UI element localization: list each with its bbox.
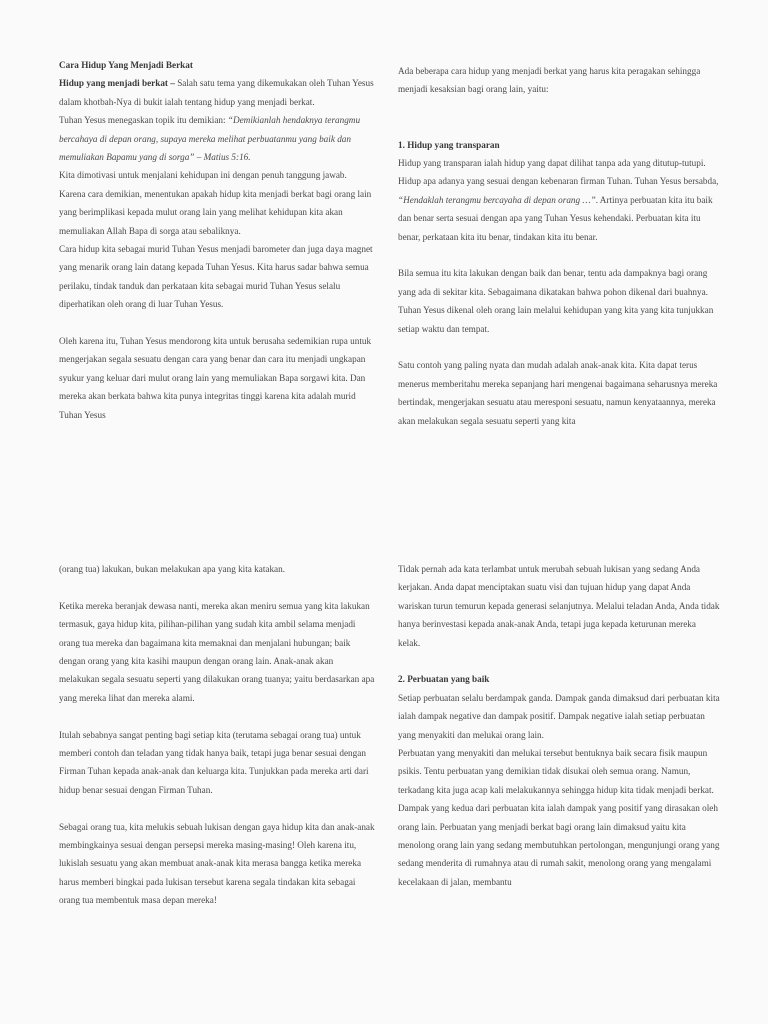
paragraph: Setiap perbuatan selalu berdampak ganda. Dampak ganda dimaksud dari perbuatan kita ialah dampak negative dan dampak positif. Dampak negative ialah setiap perbuatan yang menyakiti dan melukai orang lain. [398, 692, 720, 740]
paragraph-text: . Artinya perbuatan kita itu baik dan benar serta sesuai dengan apa yang Tuhan Yesus kehendaki. Perbuatan kita itu benar, perkataan kita itu benar, tindakan kita itu benar. [398, 194, 713, 242]
paragraph: Cara hidup kita sebagai murid Tuhan Yesus menjadi barometer dan juga daya magnet yang menarik orang lain datang kepada Tuhan Yesus. Kita harus sadar bahwa semua perilaku, tindak tanduk dan perkataan kita sebagai murid Tuhan Yesus selalu diperhatikan oleh orang di luar Tuhan Yesus. [59, 244, 373, 310]
paragraph: Oleh karena itu, Tuhan Yesus mendorong kita untuk berusaha sedemikian rupa untuk mengerjakan segala sesuatu dengan cara yang benar dan cara itu menjadi ungkapan syukur yang keluar dari mulut orang lain yang memuliakan Bapa sorgawi kita. Dan mereka akan berkata bahwa kita punya integritas tinggi karena kita adalah murid Tuhan Yesus [59, 336, 372, 420]
column-bottom-left [59, 560, 375, 910]
column-bottom-right [398, 560, 720, 891]
section-heading: 2. Perbuatan yang baik [398, 674, 490, 685]
paragraph [398, 154, 720, 246]
column-top-right [398, 62, 720, 430]
paragraph-verse [59, 111, 375, 166]
paragraph: Satu contoh yang paling nyata dan mudah adalah anak-anak kita. Kita dapat terus menerus memberitahu mereka sepanjang hari mengenai bagaimana seharusnya mereka bertindak, mengerjakan sesuatu atau meresponi sesuatu, namun kenyataannya, mereka akan melakukan segala sesuatu seperti yang kita [398, 360, 718, 426]
paragraph: (orang tua) lakukan, bukan melakukan apa yang kita katakan. [59, 564, 286, 574]
column-top-left [59, 56, 375, 424]
paragraph-text: Hidup yang transparan ialah hidup yang dapat dilihat tanpa ada yang ditutup-tutupi. Hidup apa adanya yang sesuai dengan kebenaran firman Tuhan. Tuhan Yesus bersabda, [398, 158, 719, 187]
paragraph: Bila semua itu kita lakukan dengan baik dan benar, tentu ada dampaknya bagi orang yang ada di sekitar kita. Sebagaimana dikatakan bahwa pohon dikenal dari buahnya. Tuhan Yesus dikenal oleh orang lain melalui kehidupan yang kita yang kita tunjukkan setiap waktu dan tempat. [398, 268, 714, 334]
paragraph: Itulah sebabnya sangat penting bagi setiap kita (terutama sebagai orang tua) untuk memberi contoh dan teladan yang tidak hanya baik, tetapi juga benar sesuai dengan Firman Tuhan kepada anak-anak dan keluarga kita. Tunjukkan pada mereka arti dari hidup benar sesuai dengan Firman Tuhan. [59, 729, 369, 795]
verse-quote: “Hendaklah terangmu bercayaha di depan orang …” [398, 194, 596, 205]
intro-text: Salah satu tema yang dikemukakan oleh Tuhan Yesus dalam khotbah-Nya di bukit ialah tentang hidup yang menjadi berkat. [59, 78, 374, 107]
paragraph: Dampak yang kedua dari perbuatan kita ialah dampak yang positif yang dirasakan oleh orang lain. Perbuatan yang menjadi berkat bagi orang lain dimaksud yaitu kita menolong orang lain yang sedang membutuhkan pertolongan, mengunjungi orang yang sedang menderita di rumahnya atau di rumah sakit, menolong orang yang mengalami kecelakaan di jalan, membantu [398, 803, 720, 887]
paragraph-intro [59, 74, 375, 111]
paragraph: Tidak pernah ada kata terlambat untuk merubah sebuah lukisan yang sedang Anda kerjakan. Anda dapat menciptakan suatu visi dan tujuan hidup yang dapat Anda wariskan turun temurun kepada generasi selanjutnya. Melalui teladan Anda, Anda tidak hanya berinvestasi kepada anak-anak Anda, tetapi juga kepada keturunan mereka kelak. [398, 564, 720, 648]
paragraph: Perbuatan yang menyakiti dan melukai tersebut bentuknya baik secara fisik maupun psikis. Tentu perbuatan yang demikian tidak disukai oleh semua orang. Namun, terkadang kita juga acap kali melakukannya sehingga hidup kita tidak menjadi berkat. [398, 748, 714, 795]
verse-quote: “Demikianlah hendaknya terangmu bercahaya di depan orang, supaya mereka melihat perbuatanmu yang baik dan memuliakan Bapamu yang di sorga” – Matius 5:16. [59, 115, 361, 163]
paragraph: Kita dimotivasi untuk menjalani kehidupan ini dengan penuh tanggung jawab. Karena cara demikian, menentukan apakah hidup kita menjadi berkat bagi orang lain yang berimplikasi kepada mulut orang lain yang melihat kehidupan kita akan memuliakan Allah Bapa di sorga atau sebaliknya. [59, 170, 372, 236]
verse-intro: Tuhan Yesus menegaskan topik itu demikian: [59, 115, 228, 126]
section-heading: 1. Hidup yang transparan [398, 139, 500, 150]
paragraph: Ada beberapa cara hidup yang menjadi berkat yang harus kita peragakan sehingga menjadi kesaksian bagi orang lain, yaitu: [398, 66, 701, 95]
article-title: Cara Hidup Yang Menjadi Berkat [59, 60, 193, 70]
paragraph: Sebagai orang tua, kita melukis sebuah lukisan dengan gaya hidup kita dan anak-anak membingkainya sesuai dengan persepsi mereka masing-masing! Oleh karena itu, lukislah sesuatu yang akan membuat anak-anak kita merasa bangga ketika mereka harus memberi bingkai pada lukisan tersebut karena segala tindakan kita sebagai orang tua membentuk masa depan mereka! [59, 821, 375, 906]
paragraph: Ketika mereka beranjak dewasa nanti, mereka akan meniru semua yang kita lakukan termasuk, gaya hidup kita, pilihan-pilihan yang sudah kita ambil selama menjadi orang tua mereka dan bagaimana kita memaknai dan menjalani hubungan; baik dengan orang yang kita kasihi maupun dengan orang lain. Anak-anak akan melakukan segala sesuatu seperti yang dilakukan orang tuanya; yaitu berdasarkan apa yang mereka lihat dan mereka alami. [59, 600, 375, 703]
lead-phrase: Hidup yang menjadi berkat – [59, 78, 175, 89]
